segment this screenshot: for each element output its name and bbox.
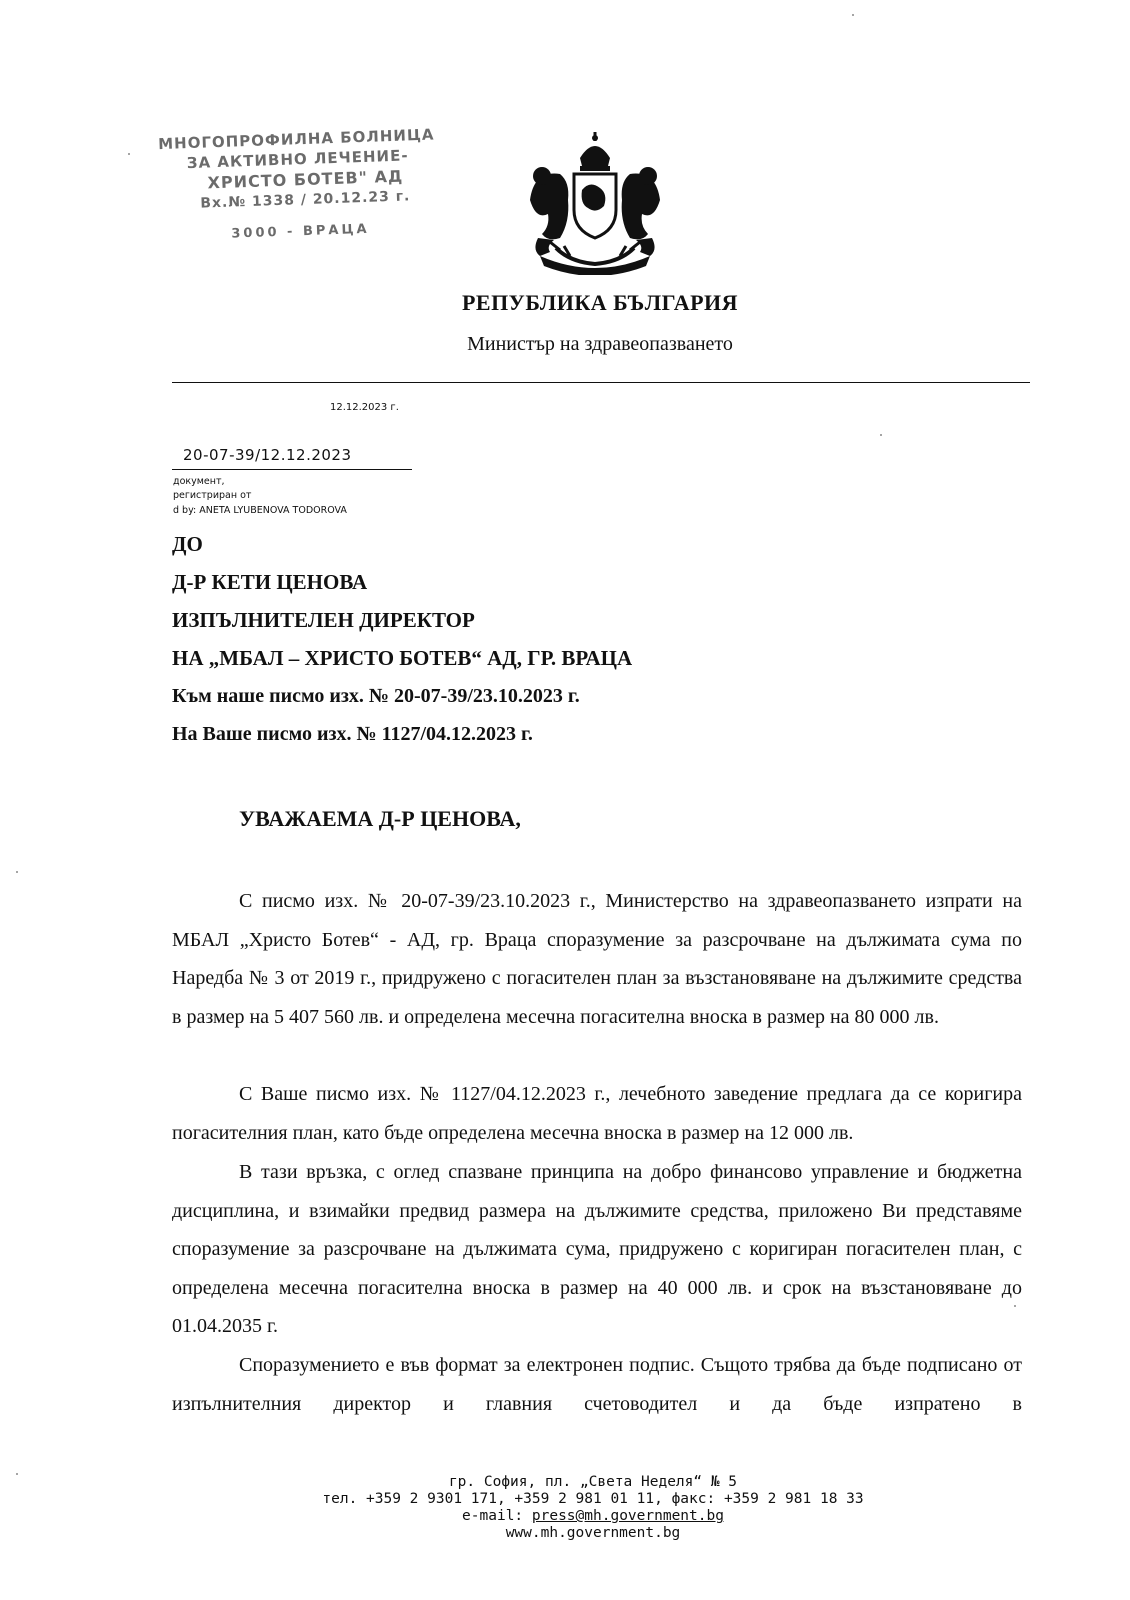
registration-note-1: документ, [173, 476, 225, 487]
salutation: УВАЖАЕМА Д-Р ЦЕНОВА, [239, 806, 521, 831]
registration-note-2: регистриран от [173, 490, 252, 501]
scan-speck [16, 871, 18, 873]
ministry-subtitle: Министър на здравеопазването [467, 333, 733, 355]
registration-number: 20-07-39/12.12.2023 [183, 446, 352, 464]
body-paragraph-1: С писмо изх. № 20-07-39/23.10.2023 г., Министерство на здравеопазването изпрати на МБАЛ „Христо Ботев“ - АД, гр. Враца споразумение за разсрочване на дължимата сума по Наредба № 3 от 2019 г., придружено с погасителен план за възстановяване на дължимите средства в размер на 5 407 560 лв. и определена месечна погасителна вноска в размер на 80 000 лв. [172, 890, 1022, 1028]
footer-website-link[interactable]: www.mh.government.bg [505, 1525, 681, 1541]
footer-email-line [0, 1508, 1130, 1525]
addressee-position: ИЗПЪЛНИТЕЛЕН ДИРЕКТОР [172, 608, 475, 632]
stamp-line-2: ЗА АКТИВНО ЛЕЧЕНИЕ- [186, 146, 409, 173]
addressee-name: Д-Р КЕТИ ЦЕНОВА [172, 570, 368, 594]
header-divider [172, 382, 1030, 383]
registration-note-3: d by: ANETA LYUBENOVA TODOROVA [173, 505, 347, 516]
stamp-line-3: ХРИСТО БОТЕВ" АД [207, 166, 404, 193]
scan-speck [852, 14, 854, 16]
reference-your-letter: На Ваше писмо изх. № 1127/04.12.2023 г. [172, 723, 533, 745]
footer-email-link[interactable]: press@mh.government.bg [531, 1508, 724, 1524]
body-paragraph-3: В тази връзка, с оглед спазване принципа на добро финансово управление и бюджетна дисциплина, и взимайки предвид размера на дължимите средства, приложено Ви представяме споразумение за разсрочване на дължимата сума, придружено с коригиран погасителен план, с определена месечна погасителна вноска в размер на 40 000 лв. и срок на възстановяване до 01.04.2035 г. [172, 1161, 1022, 1337]
scan-speck [16, 1473, 18, 1475]
scan-speck [1014, 1305, 1016, 1307]
registration-stamp [158, 123, 452, 263]
footer-address: гр. София, пл. „Света Неделя“ № 5 [448, 1474, 738, 1490]
body-paragraph-2: С Ваше писмо изх. № 1127/04.12.2023 г., лечебното заведение предлага да се коригира погасителния план, като бъде определена месечна вноска в размер на 12 000 лв. [172, 1083, 1022, 1144]
document-date: 12.12.2023 г. [330, 402, 399, 413]
addressee-to: ДО [172, 532, 203, 556]
registration-divider [172, 469, 412, 470]
footer-phones: тел. +359 2 9301 171, +359 2 981 01 11, факс: +359 2 981 18 33 [322, 1491, 864, 1507]
body-paragraph-4: Споразумението е във формат за електронен подпис. Същото трябва да бъде подписано от изпълнителния директор и главния счетоводител и да бъде изпратено в [172, 1354, 1022, 1415]
reference-our-letter: Към наше писмо изх. № 20-07-39/23.10.2023 г. [172, 685, 580, 707]
scan-speck [128, 153, 130, 155]
country-title: РЕПУБЛИКА БЪЛГАРИЯ [461, 290, 739, 315]
stamp-line-1: МНОГОПРОФИЛНА БОЛНИЦА [157, 125, 435, 154]
addressee-organization: НА „МБАЛ – ХРИСТО БОТЕВ“ АД, ГР. ВРАЦА [172, 646, 633, 670]
stamp-line-4: Вх.№ 1338 / 20.12.23 г. [200, 188, 411, 212]
coat-of-arms-icon [520, 130, 670, 275]
scan-speck [880, 434, 882, 436]
footer-email-label: e-mail: [462, 1508, 532, 1524]
stamp-line-5: 3000 - ВРАЦА [231, 221, 370, 242]
